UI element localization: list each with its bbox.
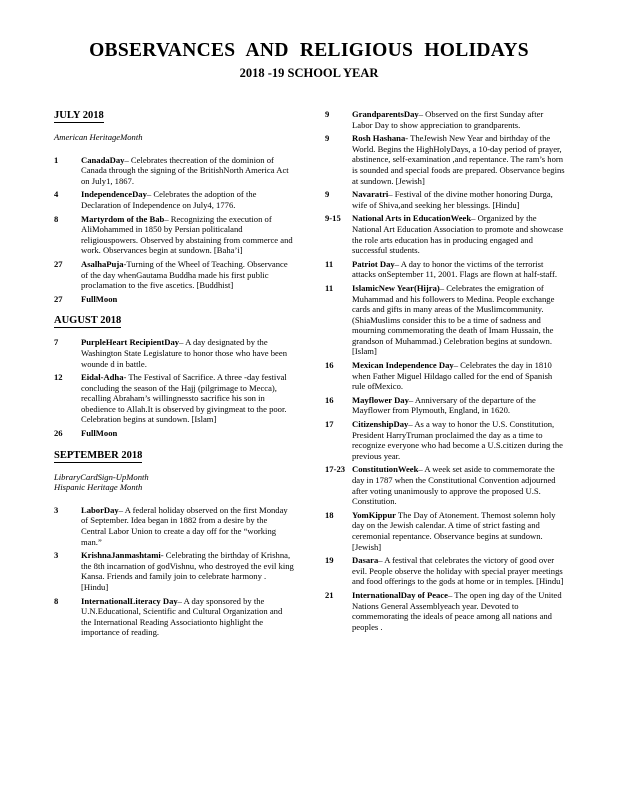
entry-name: LaborDay — [81, 504, 119, 515]
entry-name: InternationalDay of Peace — [352, 589, 448, 600]
entry-text: – Celebrates the day in 1810 when Father Miguel Hildago called for the end of Spanish rule ofMexico. — [352, 360, 553, 392]
entry-description — [81, 596, 294, 638]
entry-name: CanadaDay — [81, 154, 125, 165]
holiday-entry — [54, 372, 294, 425]
entry-text: – Festival of the divine mother honoring Durga, wife of Shiva,and seeking her blessings. [Hindu] — [352, 189, 553, 210]
observance-note: LibraryCardSign-UpMonth — [54, 471, 149, 482]
entry-description — [352, 555, 565, 587]
entry-text: – A day to honor the victims of the terrorist attacks onSeptember 11, 2001. Flags are flown at half-staff. — [352, 258, 557, 280]
entry-description — [81, 259, 294, 291]
entry-description — [81, 428, 294, 439]
entry-date: 18 — [325, 509, 334, 520]
entry-date: 17 — [325, 419, 334, 430]
holiday-entry — [325, 590, 565, 632]
holiday-entry — [325, 133, 565, 186]
entry-description — [352, 395, 565, 416]
entry-date: 1 — [54, 154, 59, 165]
entry-description — [352, 360, 565, 392]
entry-description — [81, 214, 294, 256]
holiday-entry — [325, 464, 565, 506]
entry-date: 9 — [325, 189, 330, 200]
entry-date: 9 — [325, 109, 330, 119]
entry-name: CitizenshipDay — [352, 419, 409, 430]
entry-text: – As a way to honor the U.S. Constitution, President HarryTruman proclaimed the day as a time to recognize everyone who had become a U.S.citizen during the previous year. — [352, 419, 563, 461]
entry-description — [81, 155, 294, 187]
holiday-entry — [325, 283, 565, 357]
entry-text: – A federal holiday observed on the first Monday of September. Idea began in 1882 from a desire by the Central Labor Union to create a day off for the “working man.” — [81, 504, 288, 547]
entry-description — [81, 505, 294, 547]
page-subtitle: 2018 -19 SCHOOL YEAR — [239, 66, 379, 80]
entry-text: – A day designated by the Washington State Legislature to honor those who have been wounde d in battle. — [81, 337, 287, 369]
entry-description — [352, 464, 565, 506]
entry-name: Mayflower Day — [352, 394, 409, 405]
entry-date: 8 — [54, 595, 59, 606]
entry-text: – A day sponsored by the U.N.Educational, Scientific and Cultural Organization and the International Reading Associationto highlight the importance of reading. — [81, 595, 283, 638]
holiday-entry — [54, 550, 294, 592]
entry-description — [352, 133, 565, 186]
entry-date: 16 — [325, 394, 334, 405]
holiday-entry — [325, 109, 565, 130]
entry-text: – Celebrates the emigration of Muhammad and his followers to Medina. People exchange cards and gifts in many areas of the Muslimcommunity. (ShiaMuslims consider this to be a time of sadness and mourning commemorating the death of Imam Hussain, the grandson of Muhammad.) Celebration begins at sundown. [Islam] — [352, 282, 555, 357]
entry-text: The Day of Atonement. Themost solemn holy day on the Jewish calendar. A time of strict fasting and ceremonial repentance. Observance begins at sundown. [Jewish] — [352, 509, 556, 552]
holiday-entry — [54, 189, 294, 210]
entry-name: FullMoon — [81, 293, 118, 304]
entry-text: – Celebrates thecreation of the dominion of Canada through the signing of the BritishNorth America Act on July1, 1867. — [81, 154, 289, 186]
entry-date: 12 — [54, 372, 63, 383]
entry-description — [81, 294, 294, 305]
holiday-entry — [54, 596, 294, 638]
entry-date: 11 — [325, 258, 334, 269]
month-section — [54, 109, 294, 304]
entry-date: 4 — [54, 189, 59, 200]
holiday-entry — [54, 155, 294, 187]
entry-text: – Organized by the National Art Education Association to promote and showcase the role arts education has in producing engaged and successful students. — [352, 213, 564, 256]
entry-text: – Anniversary of the departure of the Mayflower from Plymouth, England, in 1620. — [352, 394, 536, 416]
entry-text: - TheJewish New Year and birthday of the World. Begins the HighHolyDays, a 10-day period of prayer, abstinence, self-examination ,and repentance. The ram’s horn is sounded and special foods are prepared. Observance begins at sundown. [Jewish] — [352, 133, 565, 186]
entry-text: – Celebrates the adoption of the Declaration of Independence on July4, 1776. — [81, 189, 257, 210]
entry-date: 9-15 — [325, 213, 341, 224]
entry-description — [352, 109, 565, 130]
entry-name: AsalhaPuja — [81, 258, 124, 269]
entry-name: Martyrdom of the Bab — [81, 213, 165, 224]
entry-name: KrishnaJanmashtami — [81, 550, 161, 561]
entry-name: IslamicNew Year(Hijra) — [352, 282, 440, 293]
entry-name: FullMoon — [81, 428, 118, 439]
entry-name: Mexican Independence Day — [352, 360, 454, 371]
entry-date: 3 — [54, 550, 59, 561]
entry-date: 3 — [54, 504, 59, 515]
entry-text: - Celebrating the birthday of Krishna, the 8th incarnation of godVishnu, who destroyed the evil king Kansa. Friends and family join to celebrate harmony . [Hindu] — [81, 550, 294, 592]
entry-date: 7 — [54, 337, 59, 348]
entry-name: IndependenceDay — [81, 189, 147, 200]
entry-text: – Recognizing the execution of AliMohammed in 1850 by Persian politicaland religiouspowers. Observed by abstaining from commerce and work. Observances begin at sundown. [Baha’i] — [81, 213, 293, 256]
month-observances — [54, 472, 294, 493]
entry-name: Navaratri — [352, 189, 389, 200]
entry-description — [81, 372, 294, 425]
month-section — [54, 314, 294, 438]
entry-name: National Arts in EducationWeek — [352, 213, 472, 224]
month-heading: AUGUST 2018 — [54, 315, 122, 327]
holiday-entry — [54, 428, 294, 439]
entry-name: Patriot Day — [352, 258, 395, 269]
right-column — [325, 109, 565, 635]
holiday-entry — [325, 395, 565, 416]
entry-date: 17-23 — [325, 464, 346, 475]
holiday-entry — [325, 555, 565, 587]
entry-name: YomKippur — [352, 509, 396, 520]
holiday-entry — [54, 294, 294, 305]
entry-description — [352, 419, 565, 461]
observance-note: Hispanic Heritage Month — [54, 482, 143, 493]
left-column — [54, 109, 294, 646]
month-heading: SEPTEMBER 2018 — [54, 449, 143, 461]
page-title: OBSERVANCES AND RELIGIOUS HOLIDAYS — [89, 40, 529, 61]
month-section — [54, 449, 294, 638]
entry-date: 9 — [325, 133, 330, 144]
entry-description — [352, 283, 565, 357]
entry-text: – A week set aside to commemorate the day in 1787 when the Constitutional Convention adjourned after voting unanimously to approve the proposed U.S. Constitution. — [352, 464, 556, 507]
holiday-entry — [325, 510, 565, 552]
holiday-entry — [325, 189, 565, 210]
entry-date: 27 — [54, 258, 63, 269]
entry-date: 26 — [54, 428, 63, 439]
entry-name: ConstitutionWeek — [352, 464, 419, 475]
entry-description — [352, 213, 565, 255]
entry-description — [352, 590, 565, 632]
month-observances — [54, 132, 294, 143]
month-heading: JULY 2018 — [54, 110, 104, 121]
entry-date: 8 — [54, 213, 59, 224]
entry-description — [81, 189, 294, 210]
entry-description — [352, 259, 565, 280]
entry-text: – The open ing day of the United Nations General Assemblyeach year. Devoted to commemorating the ideals of peace among all nations and peoples . — [352, 589, 562, 632]
entry-name: InternationalLiteracy Day — [81, 595, 178, 606]
holiday-entry — [325, 419, 565, 461]
holiday-entry — [54, 505, 294, 547]
entry-text: - The Festival of Sacrifice. A three -day festival concluding the season of the Hajj (pilgrimage to Mecca), recalling Abraham’s willingnessto sacrifice his son in obedience to Allah.It is observed by givingmeat to the poor. Celebration begins at sundown. [Islam] — [81, 372, 287, 425]
entry-description — [352, 189, 565, 210]
entry-name: Eidal-Adha — [81, 372, 124, 383]
holiday-entry — [325, 213, 565, 255]
holiday-entry — [54, 214, 294, 256]
entry-description — [352, 510, 565, 552]
entry-date: 27 — [54, 293, 63, 304]
entry-description — [81, 550, 294, 592]
entry-text: – Observed on the first Sunday after Labor Day to show appreciation to grandparents. — [352, 109, 544, 130]
entry-date: 21 — [325, 589, 334, 600]
entry-date: 19 — [325, 555, 334, 566]
entry-name: Dasara — [352, 555, 379, 566]
entry-name: GrandparentsDay — [352, 109, 419, 119]
entry-date: 11 — [325, 282, 334, 293]
entry-text: – A festival that celebrates the victory of good over evil. People observe the holiday with special prayer meetings and food offerings to the gods at home or in temples. [Hindu] — [352, 555, 564, 587]
holiday-entry — [54, 259, 294, 291]
entry-text: -Turning of the Wheel of Teaching. Observance of the day whenGautama Buddha made his first public proclamation to the five ascetics. [Buddhist] — [81, 258, 288, 291]
observance-note: American HeritageMonth — [54, 132, 143, 142]
entry-name: PurpleHeart RecipientDay — [81, 337, 180, 348]
entry-description — [81, 337, 294, 369]
holiday-entry — [325, 360, 565, 392]
holiday-entry — [54, 337, 294, 369]
entry-date: 16 — [325, 360, 334, 371]
entry-name: Rosh Hashana — [352, 133, 406, 144]
holiday-entry — [325, 259, 565, 280]
